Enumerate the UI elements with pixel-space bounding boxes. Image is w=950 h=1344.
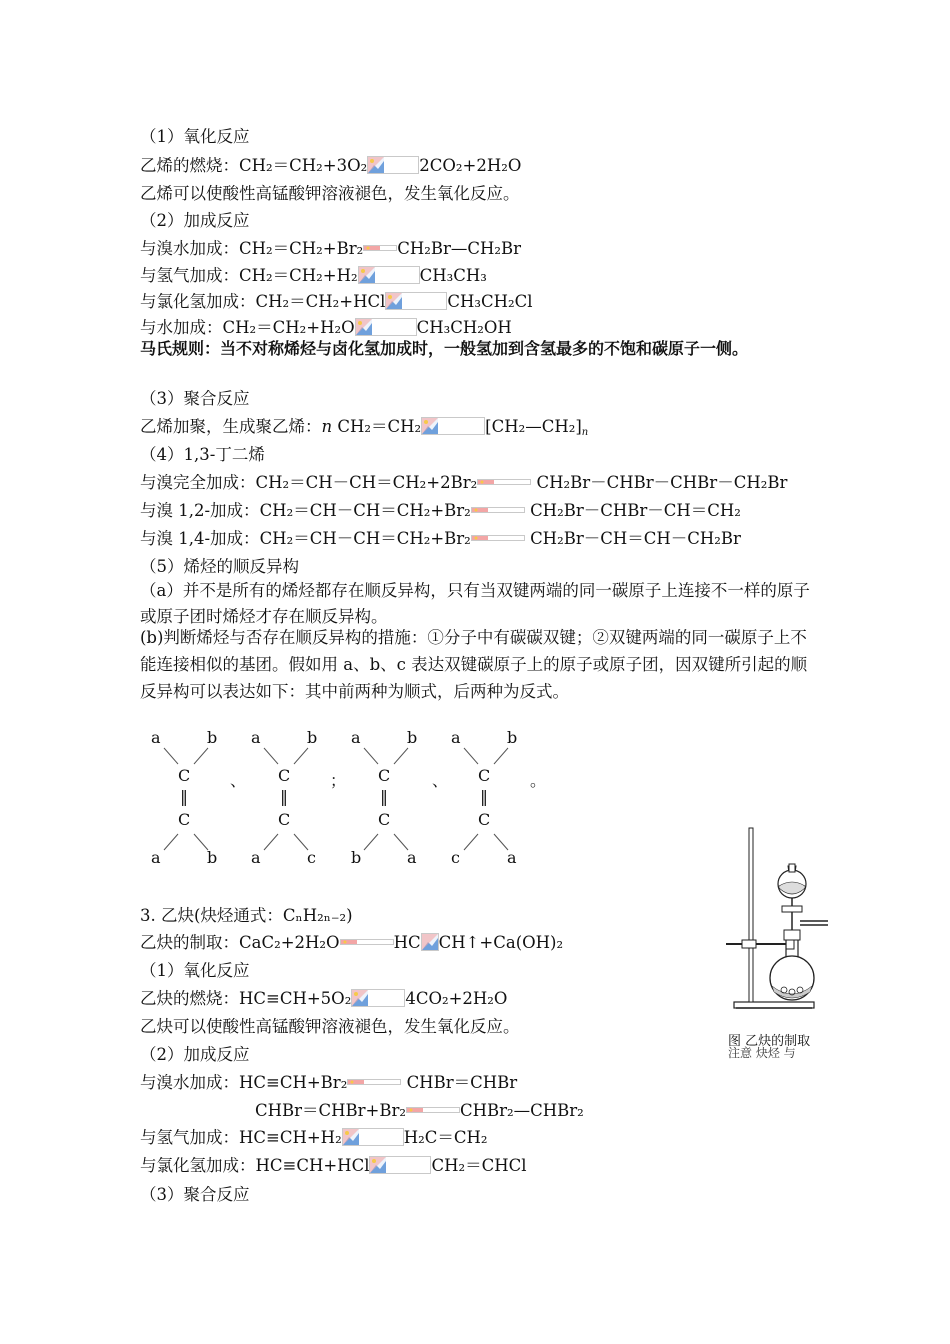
arrow-image-placeholder — [471, 535, 525, 541]
isomer-br: a — [507, 848, 517, 867]
ethene-kmno4: 乙烯可以使酸性高锰酸钾溶液褪色，发生氧化反应。 — [140, 184, 520, 203]
eq-acetylene-h2: 与氢气加成：HC≡CH+H₂ H₂C＝CH₂ — [140, 1128, 488, 1147]
isomer-c1: C — [478, 766, 491, 785]
eq-acetylene-br2: CHBr＝CHBr+Br₂ CHBr₂—CHBr₂ — [255, 1101, 584, 1120]
eq-butadiene-12: 与溴 1,2-加成：CH₂＝CH－CH＝CH₂+Br₂ CH₂Br－CHBr－CH＝CH₂ — [140, 501, 741, 520]
arrow-image-placeholder — [358, 266, 420, 284]
eq-ethene-poly: 乙烯加聚，生成聚乙烯：n CH₂＝CH₂ $[CH_2—CH_2]_n$ — [140, 417, 589, 438]
isomer-tl: a — [151, 728, 161, 747]
heading-acetylene-oxidation: （1）氧化反应 — [140, 961, 250, 980]
separator: 、 — [432, 771, 449, 790]
arrow-image-placeholder — [347, 1079, 401, 1085]
isomer-br: c — [307, 848, 316, 867]
arrow-image-placeholder — [351, 989, 405, 1007]
heading-cis-trans: （5）烯烃的顺反异构 — [140, 557, 299, 576]
isomer-double-bond: ‖ — [480, 787, 488, 806]
heading-acetylene-addition: （2）加成反应 — [140, 1045, 250, 1064]
separator: ； — [330, 771, 347, 790]
isomer-bl: c — [451, 848, 460, 867]
isomer-tl: a — [251, 728, 261, 747]
isomer-tr: b — [507, 728, 518, 747]
isomer-bl: a — [251, 848, 261, 867]
separator: 、 — [230, 771, 247, 790]
isomer-structure — [250, 728, 320, 868]
isomer-c2: C — [278, 810, 291, 829]
eq-butadiene-14: 与溴 1,4-加成：CH₂＝CH－CH＝CH₂+Br₂ CH₂Br－CH＝CH－CH₂Br — [140, 529, 741, 548]
arrow-image-placeholder — [342, 1128, 404, 1146]
markovnikov-rule: 马氏规则：当不对称烯烃与卤化氢加成时，一般氢加到含氢最多的不饱和碳原子一侧。 — [140, 339, 749, 358]
isomer-structure — [150, 728, 220, 868]
isomer-c2: C — [478, 810, 491, 829]
isomer-tl: a — [351, 728, 361, 747]
isomer-c1: C — [378, 766, 391, 785]
isomer-c1: C — [178, 766, 191, 785]
isomer-tr: b — [407, 728, 418, 747]
isomer-structure — [450, 728, 520, 868]
heading-addition: （2）加成反应 — [140, 211, 250, 230]
arrow-image-placeholder — [406, 1107, 460, 1113]
isomer-double-bond: ‖ — [380, 787, 388, 806]
arrow-image-placeholder — [385, 292, 447, 310]
isomer-c2: C — [378, 810, 391, 829]
eq-ethene-h2o: 与水加成：CH₂＝CH₂+H₂O CH₃CH₂OH — [140, 318, 512, 337]
heading-butadiene: （4）1,3-丁二烯 — [140, 445, 265, 464]
arrow-image-placeholder — [471, 507, 525, 513]
eq-acetylene-prep: 乙炔的制取：CaC₂+2H₂O HC CH↑+Ca(OH)₂ — [140, 933, 564, 952]
eq-butadiene-full: 与溴完全加成：CH₂＝CH－CH＝CH₂+2Br₂ CH₂Br－CHBr－CHBr－CH₂Br — [140, 473, 788, 492]
acetylene-kmno4: 乙炔可以使酸性高锰酸钾溶液褪色，发生氧化反应。 — [140, 1017, 520, 1036]
isomer-br: a — [407, 848, 417, 867]
isomer-tr: b — [307, 728, 318, 747]
separator: 。 — [530, 771, 547, 790]
heading-polymer: （3）聚合反应 — [140, 389, 250, 408]
eq-acetylene-br: 与溴水加成：HC≡CH+Br₂ CHBr＝CHBr — [140, 1073, 518, 1092]
isomer-tr: b — [207, 728, 218, 747]
eq-acetylene-hcl: 与氯化氢加成：HC≡CH+HCl CH₂＝CHCl — [140, 1156, 527, 1175]
heading-acetylene: 3. 乙炔(炔烃通式：CₙH₂ₙ₋₂) — [140, 906, 353, 925]
arrow-image-placeholder — [355, 318, 417, 336]
arrow-image-placeholder — [421, 417, 485, 435]
para-a: （a）并不是所有的烯烃都存在顺反异构，只有当双键两端的同一碳原子上连接不一样的原子或原子团时烯烃才存在顺反异构。 — [140, 581, 810, 626]
eq-ethene-h2: 与氢气加成：CH₂＝CH₂+H₂ CH₃CH₃ — [140, 266, 487, 285]
isomer-c2: C — [178, 810, 191, 829]
triple-bond-image-placeholder — [421, 933, 439, 951]
arrow-image-placeholder — [369, 1156, 431, 1174]
heading-acetylene-polymer: （3）聚合反应 — [140, 1185, 250, 1204]
para-b: (b)判断烯烃与否存在顺反异构的措施：①分子中有碳碳双键；②双键两端的同一碳原子上不能连接相似的基团。假如用 a、b、c 表达双键碳原子上的原子或原子团，因双键所引起的顺反异构可以表达如下：其中前两种为顺式，后两种为反式。 — [140, 628, 808, 701]
figure-caption: 图 乙炔的制取 — [728, 1034, 811, 1049]
eq-ethene-hcl: 与氯化氢加成：CH₂＝CH₂+HCl CH₃CH₂Cl — [140, 292, 533, 311]
heading-oxidation: （1）氧化反应 — [140, 127, 250, 146]
eq-ethene-burn: 乙烯的燃烧：CH₂＝CH₂+3O₂ 2CO₂+2H₂O — [140, 156, 522, 175]
isomer-structure — [350, 728, 420, 868]
figure-caption-cutoff: 注意 炔烃 与 — [728, 1046, 796, 1060]
arrow-image-placeholder — [340, 939, 394, 945]
eq-acetylene-burn: 乙炔的燃烧：HC≡CH+5O₂ 4CO₂+2H₂O — [140, 989, 508, 1008]
isomer-c1: C — [278, 766, 291, 785]
isomer-double-bond: ‖ — [180, 787, 188, 806]
isomer-bl: a — [151, 848, 161, 867]
arrow-image-placeholder — [367, 156, 419, 174]
isomer-br: b — [207, 848, 218, 867]
arrow-image-placeholder — [477, 479, 531, 485]
isomer-tl: a — [451, 728, 461, 747]
arrow-image-placeholder — [363, 245, 397, 251]
eq-ethene-br: 与溴水加成：CH₂＝CH₂+Br₂ CH₂Br—CH₂Br — [140, 239, 522, 258]
acetylene-apparatus-figure — [722, 826, 842, 1031]
isomer-double-bond: ‖ — [280, 787, 288, 806]
isomer-bl: b — [351, 848, 362, 867]
